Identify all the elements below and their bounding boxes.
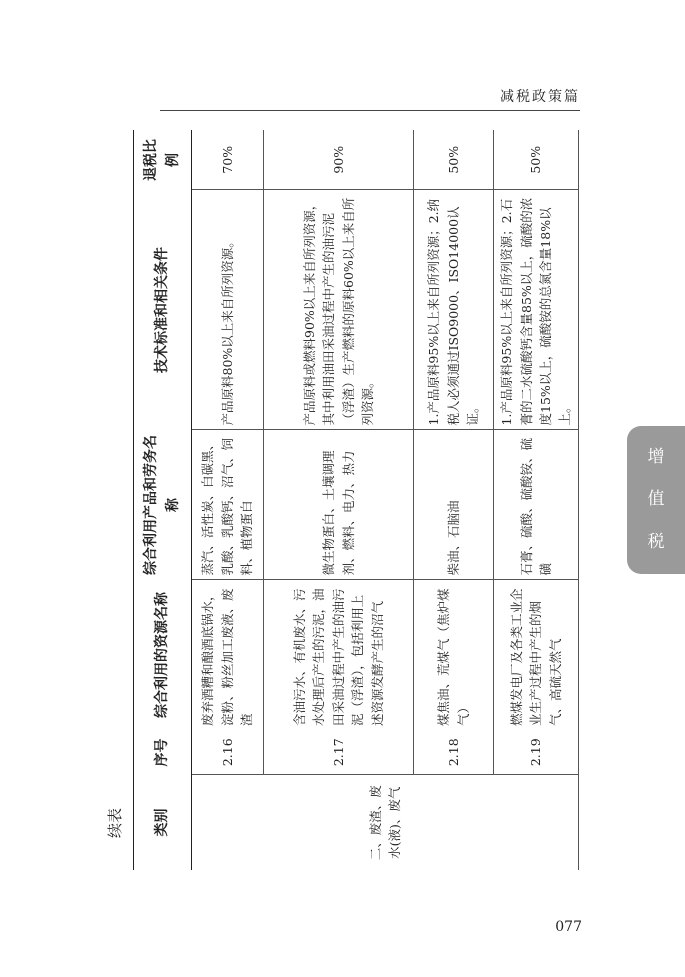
table-row bbox=[414, 130, 494, 870]
side-tab-char: 值 bbox=[647, 489, 665, 510]
header-resource: 综合利用的资源名称 bbox=[134, 580, 192, 730]
product-cell: 蒸汽、活性炭、白碳黑、乳酸、乳酸钙、沼气、饲料、植物蛋白 bbox=[192, 430, 264, 580]
product-cell: 石膏、硫酸、硫酸铵、硫磺 bbox=[494, 430, 579, 580]
resource-cell: 废弃酒糟和酿酒底锅水，淀粉、粉丝加工废液、废渣 bbox=[192, 580, 264, 730]
condition-cell: 1.产品原料95%以上来自所列资源；2.石膏的二水硫酸钙含量85%以上，硫酸的浓度15%以上，硫酸铵的总氮含量18%以上。 bbox=[494, 190, 579, 430]
side-tab-char: 增 bbox=[647, 446, 665, 467]
product-cell: 微生物蛋白、土壤调理剂、燃料、电力、热力 bbox=[264, 430, 414, 580]
rate-cell: 50% bbox=[414, 130, 494, 190]
product-cell: 柴油、石脑油 bbox=[414, 430, 494, 580]
row-number: 2.17 bbox=[264, 730, 414, 775]
row-number: 2.19 bbox=[494, 730, 579, 775]
resource-cell: 煤焦油、荒煤气（焦炉煤气） bbox=[414, 580, 494, 730]
condition-cell: 产品原料80%以上来自所列资源。 bbox=[192, 190, 264, 430]
header-product: 综合利用产品和劳务名称 bbox=[134, 430, 192, 580]
header-number: 序号 bbox=[134, 730, 192, 775]
header-rule bbox=[160, 110, 580, 111]
header-category: 类别 bbox=[134, 775, 192, 870]
rate-cell: 50% bbox=[494, 130, 579, 190]
section-side-tab[interactable] bbox=[627, 426, 685, 574]
row-number: 2.16 bbox=[192, 730, 264, 775]
section-title: 减税政策篇 bbox=[500, 89, 580, 105]
tax-refund-table bbox=[133, 130, 578, 870]
condition-cell: 产品原料或燃料90%以上来自所列资源，其中利用油田采油过程中产生的油污泥（浮渣）生产燃料的原料60%以上来自所列资源。 bbox=[264, 190, 414, 430]
condition-cell: 1.产品原料95%以上来自所列资源；2.纳税人必须通过ISO9000、ISO14000认证。 bbox=[414, 190, 494, 430]
resource-cell: 燃煤发电厂及各类工业企业生产过程中产生的烟气、高硫天然气 bbox=[494, 580, 579, 730]
header-rate: 退税比例 bbox=[134, 130, 192, 190]
continued-label: 续表 bbox=[106, 807, 124, 838]
resource-cell: 含油污水、有机废水、污水处理后产生的污泥，油田采油过程中产生的油污泥（浮渣），包括利用上述资源发酵产生的沼气 bbox=[264, 580, 414, 730]
category-cell: 二、废渣、废水(液)、废气 bbox=[192, 775, 579, 870]
table-row bbox=[494, 130, 579, 870]
page-number: 077 bbox=[555, 919, 582, 935]
header-condition: 技术标准和相关条件 bbox=[134, 190, 192, 430]
rate-cell: 70% bbox=[192, 130, 264, 190]
table-row bbox=[192, 130, 264, 870]
rate-cell: 90% bbox=[264, 130, 414, 190]
side-tab-char: 税 bbox=[647, 532, 665, 553]
row-number: 2.18 bbox=[414, 730, 494, 775]
table-row bbox=[264, 130, 414, 870]
